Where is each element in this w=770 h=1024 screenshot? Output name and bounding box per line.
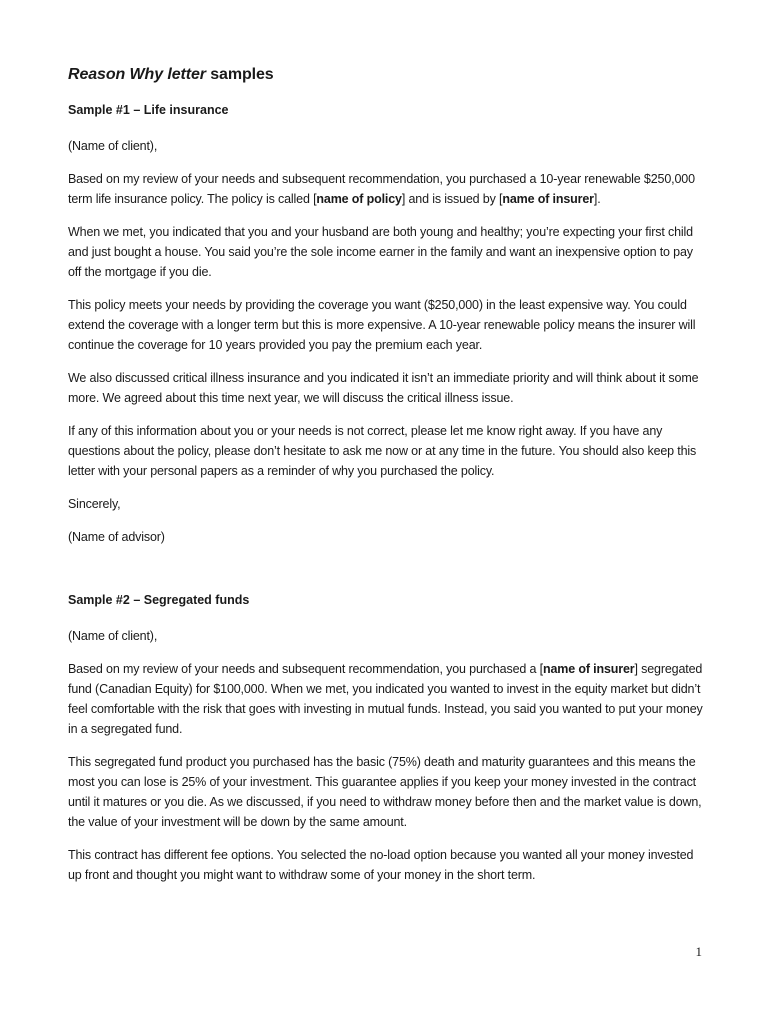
document-title [68, 66, 708, 84]
insurer-placeholder: name of insurer [502, 192, 594, 206]
sample1-paragraph-4: We also discussed critical illness insurance and you indicated it isn’t an immediate priority and will think about it some more. We agreed about this time next year, we will discuss the critical illness issue. [68, 371, 699, 405]
text-span: Based on my review of your needs and subsequent recommendation, you purchased a 10-year renewable $250,000 term life insurance policy. The policy is called [ [68, 172, 695, 206]
insurer-placeholder: name of insurer [542, 662, 635, 676]
title-italic: Reason Why letter [68, 66, 206, 83]
text-span: ] segregated fund (Canadian Equity) for $100,000. When we met, you indicated you wanted to invest in the equity market but didn’t feel comfortable with the risk that goes with investing in mutual funds. Instead, you said you wanted to put your money in a segregated fund. [68, 662, 703, 736]
title-rest: samples [205, 66, 274, 83]
document-page [68, 66, 708, 898]
text-span: Based on my review of your needs and subsequent recommendation, you purchased a [ [68, 662, 543, 676]
sample2-heading: Sample #2 – Segregated funds [68, 593, 250, 607]
text-span: ]. [593, 192, 601, 206]
sample1-signature: (Name of advisor) [68, 530, 165, 544]
sample1-paragraph-2: When we met, you indicated that you and your husband are both young and healthy; you’re expecting your first child and just bought a house. You said you’re the sole income earner in the family and want an inexpensive option to pay off the mortgage if you die. [68, 225, 693, 279]
sample2-paragraph-1 [68, 659, 708, 739]
sample1-heading: Sample #1 – Life insurance [68, 103, 229, 117]
sample2-paragraph-2: This segregated fund product you purchased has the basic (75%) death and maturity guarantees and this means the most you can lose is 25% of your investment. This guarantee applies if you keep your money invested in the contract until it matures or you die. As we discussed, if you need to withdraw money before then and the market value is down, the value of your investment will be down by the same amount. [68, 755, 702, 829]
sample1-paragraph-1 [68, 169, 708, 209]
sample2-paragraph-3: This contract has different fee options. You selected the no-load option because you wanted all your money invested up front and thought you might want to withdraw some of your money in the short term. [68, 848, 694, 882]
sample1-salutation: (Name of client), [68, 139, 158, 153]
sample2-salutation: (Name of client), [68, 629, 158, 643]
sample1-closing: Sincerely, [68, 497, 121, 511]
page-number: 1 [695, 944, 702, 959]
sample1-paragraph-3: This policy meets your needs by providing the coverage you want ($250,000) in the least expensive way. You could extend the coverage with a longer term but this is more expensive. A 10-year renewable policy means the insurer will continue the coverage for 10 years provided you pay the premium each year. [68, 298, 696, 352]
section-spacer [68, 560, 708, 593]
text-span: ] and is issued by [ [401, 192, 503, 206]
sample1-paragraph-5: If any of this information about you or your needs is not correct, please let me know right away. If you have any questions about the policy, please don’t hesitate to ask me now or at any time in the future. You should also keep this letter with your personal papers as a reminder of why you purchased the policy. [68, 424, 697, 478]
policy-placeholder: name of policy [316, 192, 402, 206]
